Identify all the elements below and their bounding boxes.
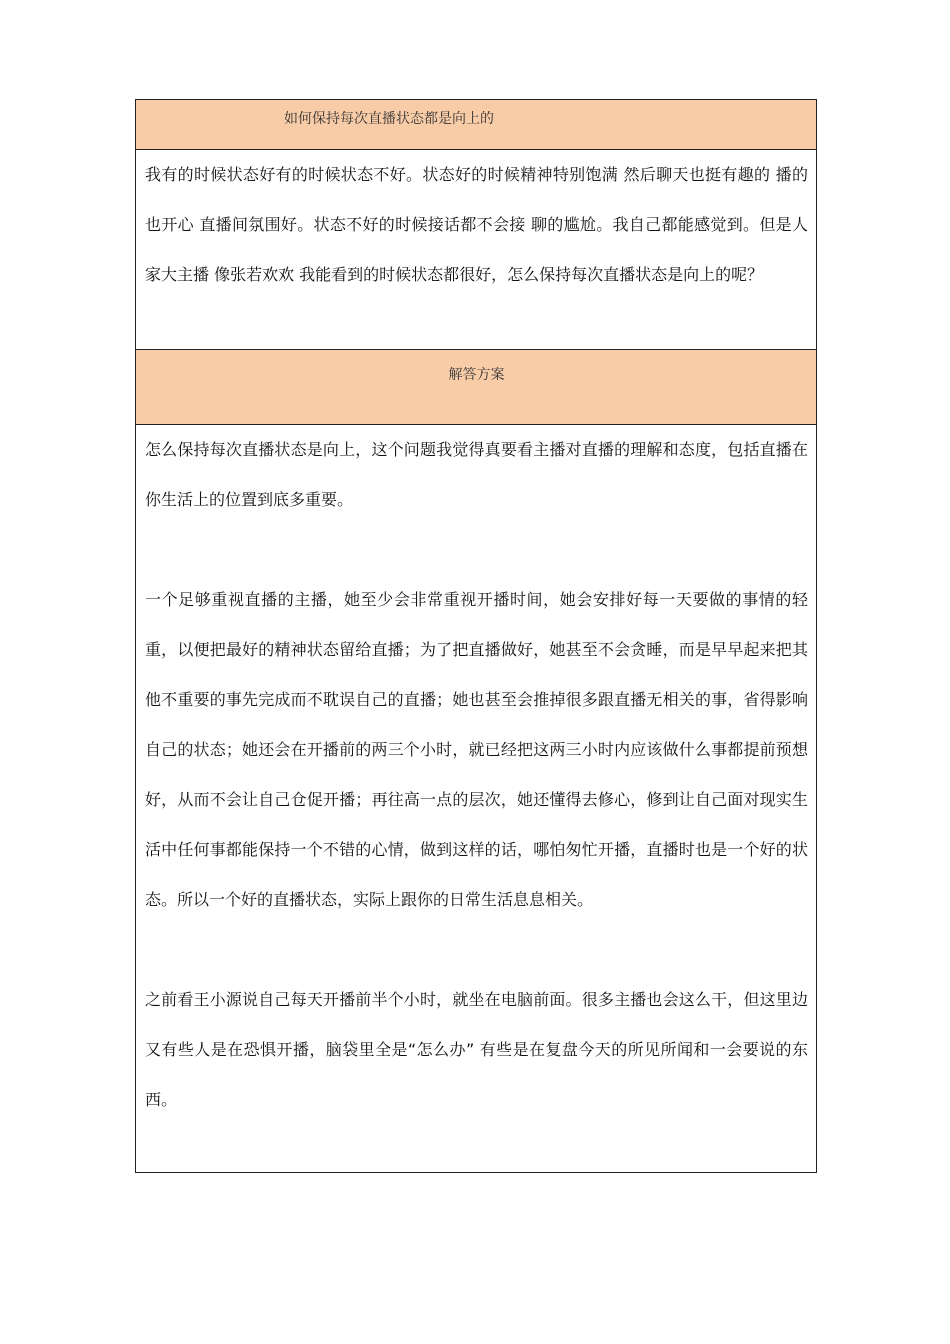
question-title: 如何保持每次直播状态都是向上的 bbox=[136, 100, 817, 150]
paragraph-spacer bbox=[145, 925, 808, 975]
answer-paragraph-3: 之前看王小源说自己每天开播前半个小时，就坐在电脑前面。很多主播也会这么干，但这里边又有些人是在恐惧开播，脑袋里全是“怎么办” 有些是在复盘今天的所见所闻和一会要说的东西。 bbox=[145, 990, 808, 1109]
qa-table bbox=[135, 99, 817, 1173]
answer-header-row bbox=[136, 350, 817, 425]
answer-body-row bbox=[136, 425, 817, 1173]
answer-title: 解答方案 bbox=[136, 350, 817, 425]
question-body-row bbox=[136, 150, 817, 350]
answer-paragraph-1: 怎么保持每次直播状态是向上，这个问题我觉得真要看主播对直播的理解和态度，包括直播在你生活上的位置到底多重要。 bbox=[145, 440, 808, 509]
question-body-cell bbox=[136, 150, 817, 350]
question-body: 我有的时候状态好有的时候状态不好。状态好的时候精神特别饱满 然后聊天也挺有趣的 播的也开心 直播间氛围好。状态不好的时候接话都不会接 聊的尴尬。我自己都能感觉到。但是人家大主播 像张若欢欢 我能看到的时候状态都很好，怎么保持每次直播状态是向上的呢？ bbox=[145, 165, 808, 284]
answer-paragraph-2: 一个足够重视直播的主播，她至少会非常重视开播时间，她会安排好每一天要做的事情的轻重，以便把最好的精神状态留给直播；为了把直播做好，她甚至不会贪睡，而是早早起来把其他不重要的事先完成而不耽误自己的直播；她也甚至会推掉很多跟直播无相关的事，省得影响自己的状态；她还会在开播前的两三个小时，就已经把这两三小时内应该做什么事都提前预想好，从而不会让自己仓促开播；再往高一点的层次，她还懂得去修心，修到让自己面对现实生活中任何事都能保持一个不错的心情，做到这样的话，哪怕匆忙开播，直播时也是一个好的状态。所以一个好的直播状态，实际上跟你的日常生活息息相关。 bbox=[145, 590, 808, 909]
question-header-row bbox=[136, 100, 817, 150]
paragraph-spacer bbox=[145, 525, 808, 575]
answer-body-cell bbox=[136, 425, 817, 1173]
